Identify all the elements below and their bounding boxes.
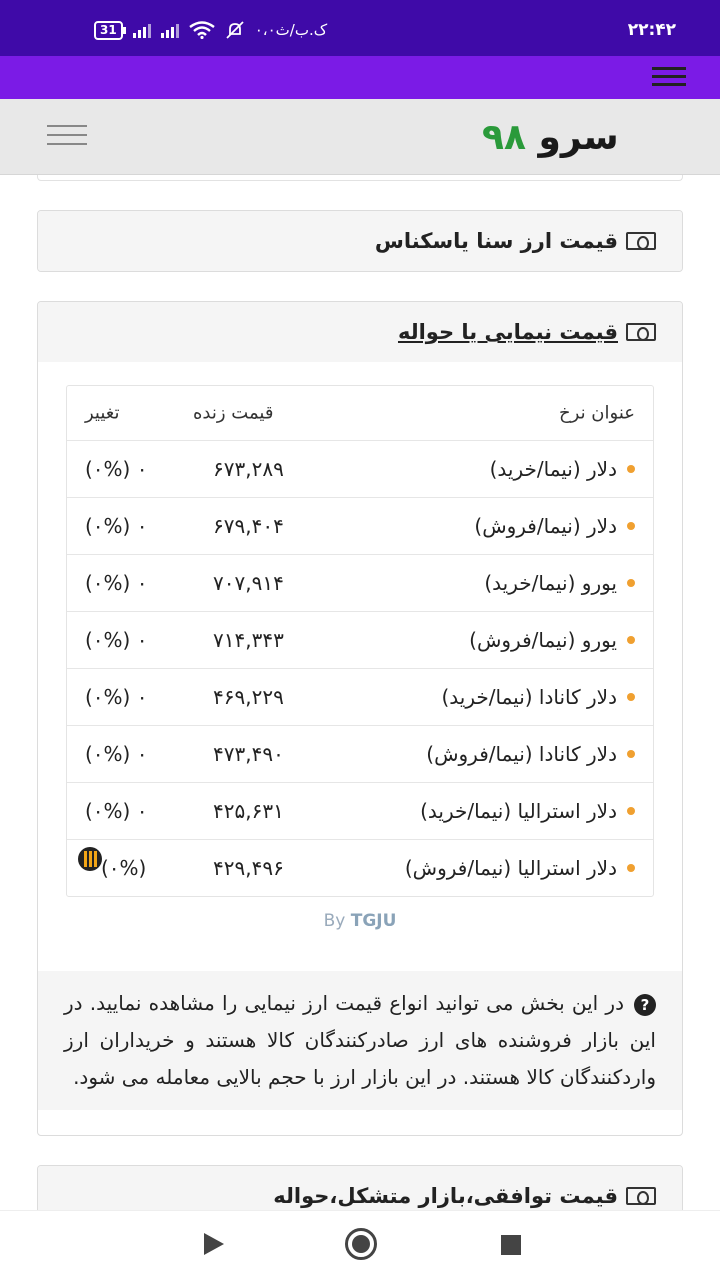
rate-price: ۴۲۵,۶۳۱ — [213, 799, 284, 823]
table-row — [67, 839, 653, 896]
site-menu-icon[interactable] — [47, 125, 87, 147]
rate-change: (۰%) ۰ — [85, 571, 148, 595]
bullet-icon — [627, 807, 635, 815]
status-time: ۲۲:۴۲ — [627, 20, 676, 40]
rate-change: (۰%) ۰ — [85, 628, 148, 652]
rate-name: یورو (نیما/فروش) — [469, 628, 617, 652]
credit-brand: TGJU — [350, 911, 397, 931]
info-box — [38, 971, 682, 1110]
table-row — [67, 782, 653, 839]
rate-name: دلار (نیما/خرید) — [489, 457, 617, 481]
back-icon[interactable] — [204, 1233, 224, 1255]
question-icon: ? — [634, 994, 656, 1016]
card-sana-header[interactable] — [38, 211, 682, 271]
rate-price: ۴۲۹,۴۹۶ — [213, 856, 284, 880]
money-icon — [626, 232, 656, 250]
rate-change: (۰%) ۰ — [85, 685, 148, 709]
card-tavafoghi-title: قیمت توافقی،بازار متشکل،حواله — [273, 1184, 618, 1208]
col-price-header: قیمت زنده — [193, 402, 274, 424]
table-row — [67, 611, 653, 668]
bullet-icon — [627, 465, 635, 473]
col-change-header: تغییر — [85, 402, 120, 424]
system-nav-bar — [0, 1210, 720, 1280]
status-icons — [94, 20, 327, 40]
rate-change: (۰%) — [101, 856, 147, 880]
recents-icon[interactable] — [501, 1235, 521, 1255]
table-row — [67, 440, 653, 497]
bullet-icon — [627, 864, 635, 872]
card-nima-title[interactable]: قیمت نیمایی یا حواله — [397, 320, 618, 344]
bullet-icon — [627, 636, 635, 644]
previous-card-edge — [37, 175, 683, 181]
rate-name: دلار استرالیا (نیما/فروش) — [404, 856, 617, 880]
table-row — [67, 497, 653, 554]
rate-name: یورو (نیما/خرید) — [484, 571, 617, 595]
card-sana — [37, 210, 683, 272]
rate-price: ۶۷۹,۴۰۴ — [213, 514, 284, 538]
home-icon[interactable] — [345, 1228, 377, 1260]
floating-widget-icon[interactable] — [78, 847, 102, 871]
rate-name: دلار کانادا (نیما/خرید) — [441, 685, 617, 709]
bullet-icon — [627, 693, 635, 701]
rate-price: ۷۰۷,۹۱۴ — [213, 571, 284, 595]
card-nima-header — [38, 302, 682, 362]
rate-change: (۰%) ۰ — [85, 514, 148, 538]
rate-change: (۰%) ۰ — [85, 457, 148, 481]
menu-icon[interactable] — [652, 67, 686, 87]
rate-change: (۰%) ۰ — [85, 799, 148, 823]
info-text: در این بخش می توانید انواع قیمت ارز نیمایی را مشاهده نمایید. در این بازار فروشنده های ارز صادرکنندگان کالا هستند و خریداران ارز واردکنندگان کالا هستند. در این بازار ارز با حجم بالایی معامله می شود. — [64, 991, 656, 1089]
top-nav-bar — [0, 56, 720, 99]
logo-text: سرو — [538, 117, 619, 158]
rate-name: دلار (نیما/فروش) — [474, 514, 617, 538]
table-row — [67, 668, 653, 725]
table-header — [67, 386, 653, 440]
money-icon — [626, 1187, 656, 1205]
network-speed: ۰،۰ک.ب/ث — [254, 21, 328, 39]
rate-price: ۴۷۳,۴۹۰ — [213, 742, 284, 766]
bullet-icon — [627, 522, 635, 530]
tgju-credit[interactable] — [38, 911, 682, 937]
rate-change: (۰%) ۰ — [85, 742, 148, 766]
rate-price: ۶۷۳,۲۸۹ — [213, 457, 284, 481]
bullet-icon — [627, 750, 635, 758]
table-row — [67, 725, 653, 782]
site-header — [0, 99, 720, 175]
logo-number: ۹۸ — [482, 117, 526, 158]
card-sana-title: قیمت ارز سنا یاسکناس — [374, 229, 618, 253]
rate-name: دلار استرالیا (نیما/خرید) — [420, 799, 617, 823]
site-logo[interactable] — [482, 117, 619, 158]
rate-price: ۷۱۴,۳۴۳ — [213, 628, 284, 652]
col-name-header: عنوان نرخ — [559, 402, 635, 424]
status-bar — [0, 0, 720, 56]
signal-icon-2 — [161, 22, 179, 38]
bullet-icon — [627, 579, 635, 587]
signal-icon — [133, 22, 151, 38]
battery-icon: 31 — [94, 21, 123, 40]
rates-table — [66, 385, 654, 897]
bell-off-icon — [225, 20, 245, 40]
card-nima — [37, 301, 683, 1136]
rate-price: ۴۶۹,۲۲۹ — [213, 685, 284, 709]
table-row — [67, 554, 653, 611]
credit-prefix: By — [323, 911, 346, 931]
wifi-icon — [189, 21, 215, 39]
money-icon — [626, 323, 656, 341]
rate-name: دلار کانادا (نیما/فروش) — [426, 742, 617, 766]
